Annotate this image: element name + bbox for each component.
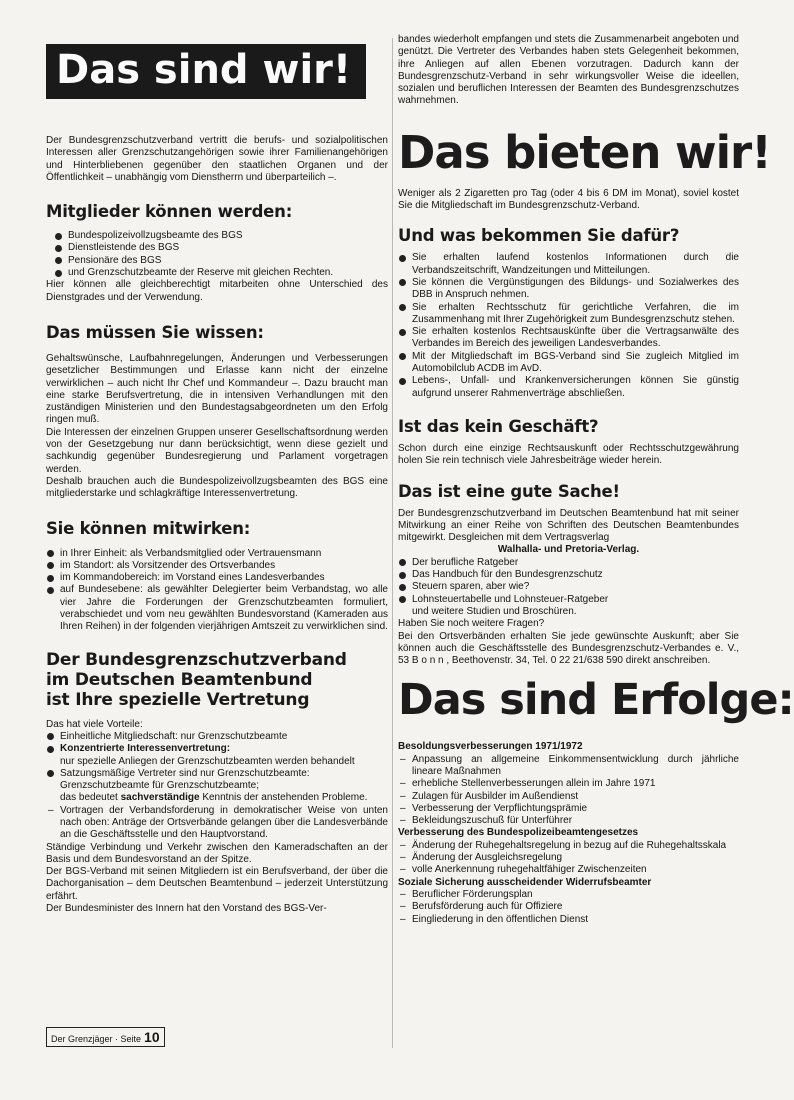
get-list — [398, 252, 739, 400]
list-item: in Ihrer Einheit: als Verbandsmitglied oder Vertrauensmann — [46, 548, 388, 560]
list-item — [46, 768, 388, 805]
success-heading-1: Besoldungsverbesserungen 1971/1972 — [398, 741, 583, 753]
success-heading-2: Verbesserung des Bundespolizeibeamtengesetzes — [398, 827, 639, 839]
list-item: – erhebliche Stellenverbesserungen allein im Jahre 1971 — [398, 778, 739, 790]
column-divider — [392, 38, 393, 1048]
questions-line: Haben Sie noch weitere Fragen? — [398, 618, 545, 630]
rep-b2-title: Konzentrierte Interessenvertretung: — [60, 743, 231, 755]
list-item: Dienstleistende des BGS — [54, 242, 388, 254]
list-item: Pensionäre des BGS — [54, 255, 388, 267]
success-heading-3: Soziale Sicherung ausscheidender Widerrufsbeamter — [398, 876, 652, 888]
list-item: Steuern sparen, aber wie? — [398, 581, 739, 593]
list-item: Lebens-, Unfall- und Krankenversicherungen können Sie günstig aufgrund unserer Rahmenverträge abschließen. — [398, 375, 739, 400]
rep-b3-line2: Grenzschutzbeamte für Grenzschutzbeamte; — [60, 780, 259, 792]
right-column — [398, 34, 794, 926]
good-paragraph: Der Bundesgrenzschutzverband im Deutschen Beamtenbund hat mit seiner Mitwirkung an einer Reihe von Schriften des Deutschen Beamtenbundes mitgewirkt. Desgleichen mit dem Vertragsverlag — [398, 507, 739, 544]
publication-4-sub: und weitere Studien und Broschüren. — [412, 605, 577, 617]
participate-list — [46, 548, 388, 634]
page-footer — [46, 1027, 165, 1047]
intro-paragraph: Der Bundesgrenzschutzverband vertritt die berufs- und sozialpolitischen Interessen aller Grenzschutzangehörigen sowie ihrer Familienangehörigen und Hinterbliebenen gegenüber den staatlichen Organen und der Öffentlichkeit – unabhängig vom Dienstherrn und überparteilich –. — [46, 135, 388, 183]
deal-paragraph: Schon durch eine einzige Rechtsauskunft oder Rechtsschutzgewährung holen Sie rein technisch viele Jahresbeiträge wieder herein. — [398, 442, 739, 467]
deal-heading: Ist das kein Geschäft? — [398, 416, 599, 436]
rep-heading-2: im Deutschen Beamtenbund — [46, 669, 313, 690]
list-item: Mit der Mitgliedschaft im BGS-Verband sind Sie zugleich Mitglied im Automobilclub ACDB im AvD. — [398, 351, 739, 376]
rep-lead: Das hat viele Vorteile: — [46, 718, 143, 730]
list-item: – Berufsförderung auch für Offiziere — [398, 901, 739, 913]
list-item: – Bekleidungszuschuß für Unterführer — [398, 815, 739, 827]
list-item: im Standort: als Vorsitzender des Ortsverbandes — [46, 560, 388, 572]
publications-list — [398, 557, 739, 618]
know-paragraph-3: Deshalb brauchen auch die Bundespolizeivollzugsbeamten des BGS eine mitgliederstarke und schlagkräftige Interessenvertretung. — [46, 475, 388, 500]
rep-b2-text: nur spezielle Anliegen der Grenzschutzbeamten werden behandelt — [60, 755, 355, 767]
list-item: Sie erhalten Rechtsschutz für gerichtliche Verfahren, die im Zusammenhang mit Ihrer Zugehörigkeit zum Bundesgrenzschutz stehen. — [398, 302, 739, 327]
list-item: – Zulagen für Ausbilder im Außendienst — [398, 791, 739, 803]
list-item: Einheitliche Mitgliedschaft: nur Grenzschutzbeamte — [46, 731, 388, 743]
good-heading: Das ist eine gute Sache! — [398, 481, 620, 501]
rep-heading-1: Der Bundesgrenzschutzverband — [46, 649, 347, 670]
list-item: – Verbesserung der Verpflichtungsprämie — [398, 803, 739, 815]
list-item — [46, 743, 388, 768]
left-column — [46, 34, 388, 915]
know-paragraph-2: Die Interessen der einzelnen Gruppen unserer Gesellschaftsordnung werden von der Gesetzgebung nur dann berücksichtigt, wenn diese gezielt und sachkundig gegenüber Bundesregierung und Parlament vorgetragen werden. — [46, 426, 388, 475]
rep-b3-line3 — [60, 792, 388, 804]
success-list-3 — [398, 889, 739, 926]
success-list-1 — [398, 754, 739, 828]
list-item: Der berufliche Ratgeber — [398, 557, 739, 569]
rep-b3-line1: Satzungsmäßige Vertreter sind nur Grenzschutzbeamte: — [60, 767, 310, 779]
continuation-paragraph: bandes wiederholt empfangen und stets die Zusammenarbeit angeboten und genützt. Die Vertreter des Verbandes haben stets Gelegenheit bekommen, ihre Anliegen auf allen Ebenen vorzutragen. Dadurch kann der Bundesgrenzschutz-Verband in sehr wirkungsvoller Weise die ideellen, sozialen und beruflichen Interessen der Beamten des Bundesgrenzschutzes wahrnehmen. — [398, 34, 739, 107]
know-heading: Das müssen Sie wissen: — [46, 322, 264, 342]
know-paragraph-1: Gehaltswünsche, Laufbahnregelungen, Änderungen und Verbesserungen gesetzlicher Bestimmungen und Erlasse kann nicht der einzelne verwirklichen – auch nicht Ihr Chef und Kommandeur –. Dazu braucht man eine starke Berufsvertretung, die in intensiven Verhandlungen mit den zuständigen Ministerien und den Bundestagsabgeordneten um den Erfolg ringen muß. — [46, 352, 388, 426]
list-item: Sie erhalten kostenlos Rechtsauskünfte über die Vertragsanwälte des Verbandes im Bereich des jeweiligen Landesverbandes. — [398, 326, 739, 351]
participate-heading: Sie können mitwirken: — [46, 518, 251, 538]
list-item: und Grenzschutzbeamte der Reserve mit gleichen Rechten. — [54, 267, 388, 279]
page-number: 10 — [144, 1029, 160, 1045]
rep-list — [46, 731, 388, 842]
list-item: – volle Anerkennung ruhegehaltfähiger Zwischenzeiten — [398, 864, 739, 876]
list-item: Sie erhalten laufend kostenlos Informationen durch die Verbandszeitschrift, Wandzeitungen und Mitteilungen. — [398, 252, 739, 277]
members-note: Hier können alle gleichberechtigt mitarbeiten ohne Unterschied des Dienstgrades und der Verwendung. — [46, 279, 388, 303]
list-item: Sie können die Vergünstigungen des Bildungs- und Sozialwerkes des DBB in Anspruch nehmen. — [398, 277, 739, 302]
banner-das-sind-wir: Das sind wir! — [46, 44, 366, 99]
members-list — [46, 230, 388, 279]
rep-heading-3: ist Ihre spezielle Vertretung — [46, 689, 310, 710]
list-item: Bundespolizeivollzugsbeamte des BGS — [54, 230, 388, 242]
publisher-name: Walhalla- und Pretoria-Verlag. — [497, 544, 640, 556]
list-item: Das Handbuch für den Bundesgrenzschutz — [398, 569, 739, 581]
list-item: – Anpassung an allgemeine Einkommensentwicklung durch jährliche lineare Maßnahmen — [398, 754, 739, 779]
success-list-2 — [398, 840, 739, 877]
list-item: auf Bundesebene: als gewählter Delegierter beim Verbandstag, wo alle vier Jahre die Forderungen der Grenzschutzbeamten formuliert, verabschiedet und vom neu gewählten Bundesvorstand (Kameraden aus Ihren Reihen) in der folgenden vierjährigen Amtszeit zu verwirklichen sind. — [46, 584, 388, 633]
list-item: – Änderung der Ausgleichsregelung — [398, 852, 739, 864]
rep-b3-post: Kenntnis der anstehenden Probleme. — [202, 792, 368, 804]
list-item: – Eingliederung in den öffentlichen Dienst — [398, 914, 739, 926]
list-item: im Kommandobereich: im Vorstand eines Landesverbandes — [46, 572, 388, 584]
list-item — [398, 594, 739, 619]
list-item: – Beruflicher Förderungsplan — [398, 889, 739, 901]
list-item: – Änderung der Ruhegehaltsregelung in bezug auf die Ruhegehaltsskala — [398, 840, 739, 852]
banner-das-sind-erfolge: Das sind Erfolge: — [398, 675, 794, 726]
publication-4: Lohnsteuertabelle und Lohnsteuer-Ratgeber — [412, 593, 609, 605]
rep-b3-pre: das bedeutet — [60, 792, 118, 804]
get-heading: Und was bekommen Sie dafür? — [398, 226, 680, 246]
footer-label: Der Grenzjäger · Seite — [51, 1034, 142, 1044]
rep-b3-bold: sachverständige — [120, 792, 200, 804]
rep-paragraph-3: Der Bundesminister des Innern hat den Vorstand des BGS-Ver- — [46, 903, 327, 915]
banner-das-bieten-wir: Das bieten wir! — [398, 125, 771, 179]
rep-paragraph-1: Ständige Verbindung und Verkehr zwischen den Kameradschaften an der Basis und dem Bundesvorstand an der Spitze. — [46, 841, 388, 865]
offer-paragraph: Weniger als 2 Zigaretten pro Tag (oder 4 bis 6 DM im Monat), soviel kostet Sie die Mitgliedschaft im Bundesgrenzschutz-Verband. — [398, 187, 739, 212]
contact-paragraph: Bei den Ortsverbänden erhalten Sie jede gewünschte Auskunft; aber Sie können auch die Geschäftsstelle des Bundesgrenzschutz-Verbandes e. V., 53 B o n n , Beethovenstr. 34, Tel. 0 22 21/638 590 direkt anschreiben. — [398, 630, 739, 667]
members-heading: Mitglieder können werden: — [46, 202, 293, 222]
rep-paragraph-2: Der BGS-Verband mit seinen Mitgliedern ist ein Berufsverband, der über die Dachorganisation – dem Deutschen Beamtenbund – jederzeit Unterstützung erfährt. — [46, 866, 388, 902]
list-item: – Vortragen der Verbandsforderung in demokratischer Weise von unten nach oben: Anträge der Ortsverbände gelangen über die Landesverbände an die Geschäftsstelle und den Hauptvorstand. — [46, 805, 388, 842]
